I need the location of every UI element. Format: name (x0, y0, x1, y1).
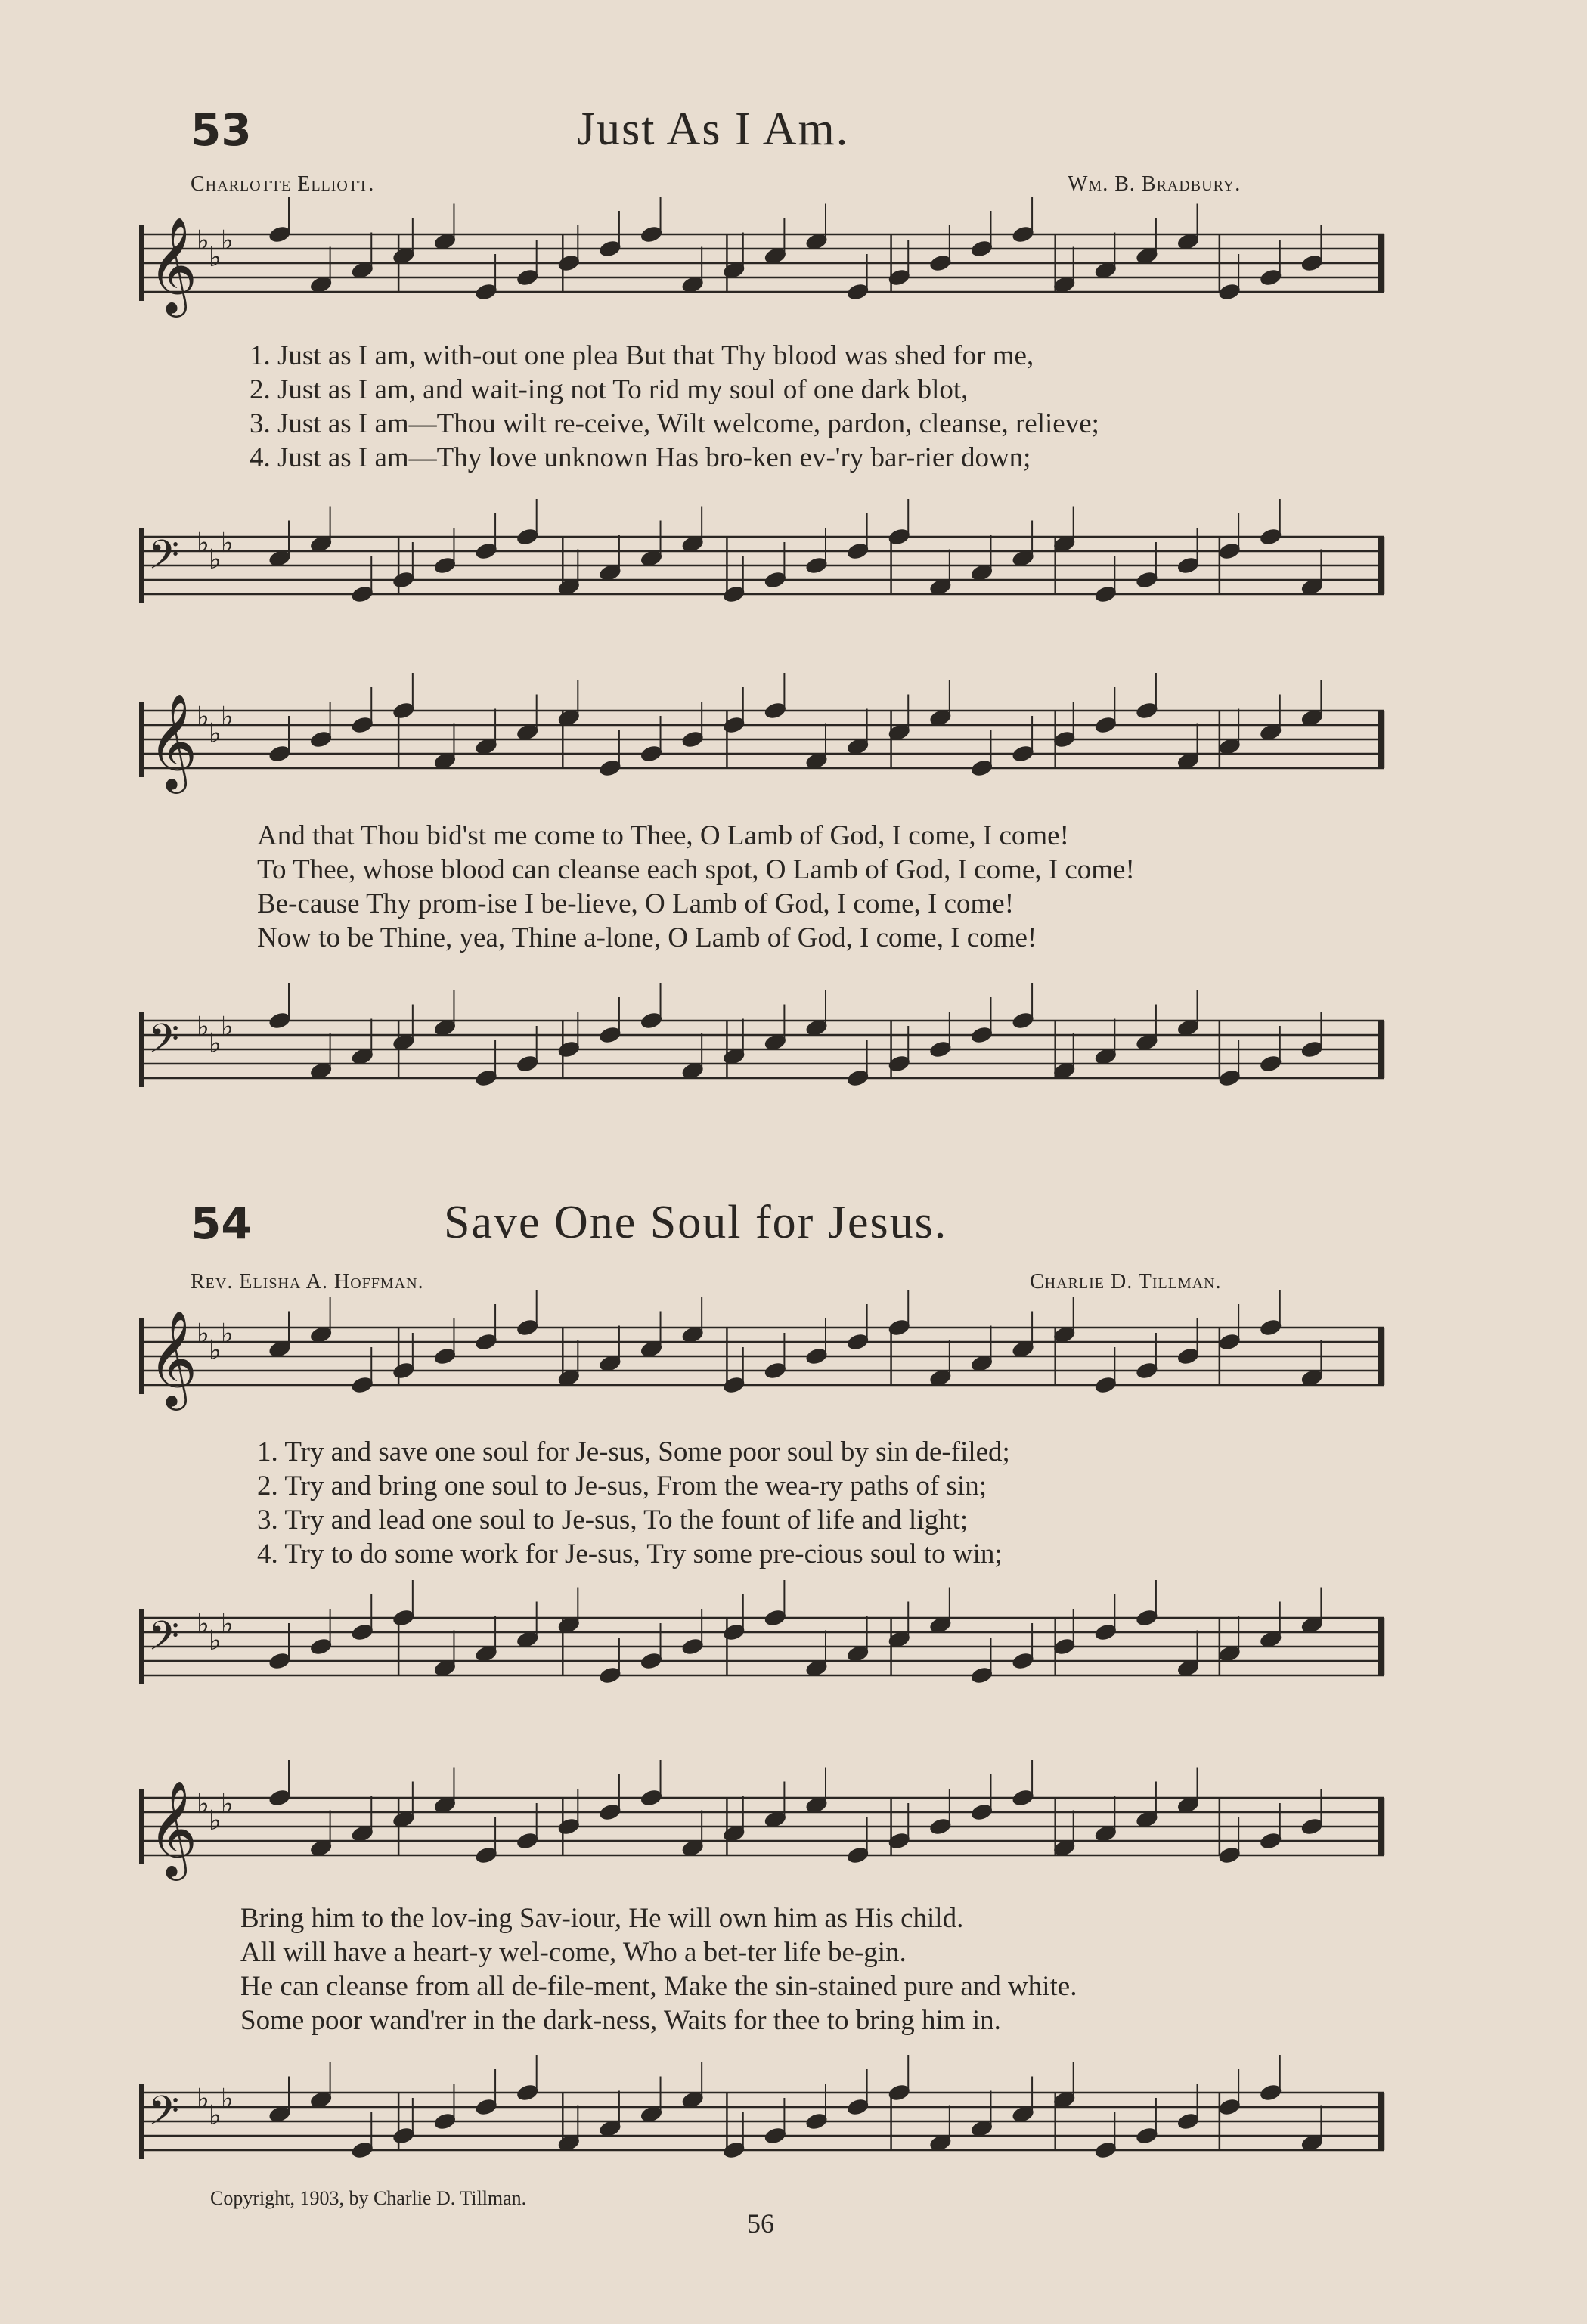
verse-lyrics (240, 1901, 1375, 2037)
svg-text:𝄞: 𝄞 (148, 1309, 198, 1406)
svg-text:♭: ♭ (221, 1012, 234, 1043)
svg-text:♭: ♭ (197, 1609, 209, 1640)
svg-text:♭: ♭ (209, 1805, 222, 1836)
svg-text:♭: ♭ (221, 1609, 234, 1640)
svg-text:♭: ♭ (197, 702, 209, 733)
hymn-title: Just As I Am. (577, 104, 850, 155)
bass-staff (0, 2085, 1384, 2161)
lyric-line: And that Thou bid'st me come to Thee, O Lamb of God, I come, I come! (257, 820, 1069, 851)
hymn-number: 54 (191, 1198, 252, 1249)
lyric-line: 3. Try and lead one soul to Je-sus, To the fount of life and light; (257, 1504, 969, 1535)
composer-credit: Charlie D. Tillman. (1030, 1270, 1222, 1294)
svg-text:𝄢: 𝄢 (148, 2088, 180, 2144)
svg-text:♭: ♭ (221, 1789, 234, 1820)
svg-text:♭: ♭ (197, 1789, 209, 1820)
lyric-line: He can cleanse from all de-file-ment, Make the sin-stained pure and white. (240, 1971, 1077, 2002)
treble-staff (0, 1780, 1384, 1876)
svg-text:♭: ♭ (209, 1625, 222, 1656)
bass-staff (0, 1610, 1384, 1686)
svg-text:♭: ♭ (221, 225, 234, 256)
lyricist-credit: Charlotte Elliott. (191, 172, 375, 196)
lyric-line: Some poor wand'rer in the dark-ness, Waits for thee to bring him in. (240, 2005, 1001, 2036)
svg-text:𝄢: 𝄢 (148, 1613, 180, 1669)
lyric-line: Now to be Thine, yea, Thine a-lone, O Lamb of God, I come, I come! (257, 922, 1037, 953)
treble-staff (0, 216, 1384, 313)
copyright-notice: Copyright, 1903, by Charlie D. Tillman. (210, 2187, 527, 2209)
svg-text:♭: ♭ (221, 528, 234, 559)
svg-text:𝄢: 𝄢 (148, 1016, 180, 1072)
hymn-number: 53 (191, 104, 252, 156)
svg-text:♭: ♭ (221, 702, 234, 733)
composer-credit: Wm. B. Bradbury. (1068, 172, 1241, 196)
lyric-line: 4. Try to do some work for Je-sus, Try some pre-cious soul to win; (257, 1538, 1003, 1569)
bass-staff (0, 1013, 1384, 1089)
lyric-line: 2. Just as I am, and wait-ing not To rid my soul of one dark blot, (250, 374, 969, 405)
svg-text:♭: ♭ (209, 1335, 222, 1366)
lyricist-credit: Rev. Elisha A. Hoffman. (191, 1270, 424, 1294)
lyric-line: 2. Try and bring one soul to Je-sus, From the wea-ry paths of sin; (257, 1470, 987, 1501)
svg-text:𝄞: 𝄞 (148, 216, 198, 313)
svg-text:♭: ♭ (209, 2100, 222, 2131)
svg-text:♭: ♭ (197, 1318, 209, 1349)
svg-text:♭: ♭ (209, 242, 222, 273)
hymn-title: Save One Soul for Jesus. (444, 1197, 948, 1248)
svg-text:♭: ♭ (197, 225, 209, 256)
svg-text:𝄢: 𝄢 (148, 532, 180, 588)
lyric-line: Bring him to the lov-ing Sav-iour, He will own him as His child. (240, 1903, 964, 1934)
lyric-line: 1. Try and save one soul for Je-sus, Some poor soul by sin de-filed; (257, 1436, 1010, 1467)
lyric-line: All will have a heart-y wel-come, Who a bet-ter life be-gin. (240, 1937, 907, 1968)
lyric-line: 4. Just as I am—Thy love unknown Has bro-ken ev-'ry bar-rier down; (250, 442, 1031, 473)
lyric-line: 1. Just as I am, with-out one plea But that Thy blood was shed for me, (250, 340, 1034, 371)
svg-text:♭: ♭ (197, 1012, 209, 1043)
svg-text:♭: ♭ (197, 2084, 209, 2115)
svg-text:♭: ♭ (209, 718, 222, 749)
svg-text:♭: ♭ (197, 528, 209, 559)
treble-staff (0, 693, 1384, 789)
svg-text:♭: ♭ (221, 1318, 234, 1349)
lyric-line: Be-cause Thy prom-ise I be-lieve, O Lamb of God, I come, I come! (257, 888, 1015, 919)
svg-text:𝄞: 𝄞 (148, 1780, 198, 1876)
treble-staff (0, 1309, 1384, 1406)
verse-lyrics (250, 339, 1384, 475)
verse-lyrics (257, 819, 1391, 955)
svg-text:♭: ♭ (209, 544, 222, 575)
svg-text:♭: ♭ (221, 2084, 234, 2115)
lyric-line: To Thee, whose blood can cleanse each spot, O Lamb of God, I come, I come! (257, 854, 1135, 885)
bass-staff (0, 529, 1384, 605)
svg-text:♭: ♭ (209, 1028, 222, 1059)
page-number: 56 (747, 2208, 774, 2239)
lyric-line: 3. Just as I am—Thou wilt re-ceive, Wilt welcome, pardon, cleanse, relieve; (250, 408, 1099, 439)
verse-lyrics (257, 1435, 1391, 1571)
svg-text:𝄞: 𝄞 (148, 693, 198, 789)
